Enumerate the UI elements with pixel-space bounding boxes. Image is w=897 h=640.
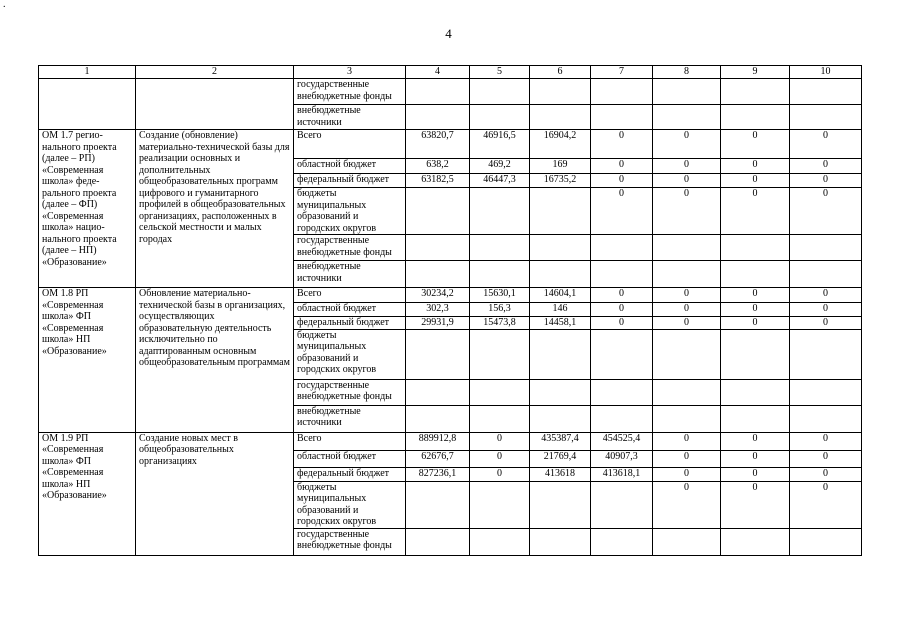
amount-cell: 0 — [591, 130, 653, 159]
amount-cell: 40907,3 — [591, 450, 653, 467]
funding-source-cell: областной бюджет — [294, 159, 406, 174]
funding-source-cell: Всего — [294, 432, 406, 450]
description-cell: Создание (обновление) материально-технической базы для реализации основных и дополнительных общеобразовательных программ цифрового и гуманитарного профилей в общеобразовательных организациях, расположенных в сельской местности и малых городах — [136, 130, 294, 288]
amount-cell — [721, 261, 790, 288]
amount-cell — [530, 329, 591, 379]
amount-cell — [470, 481, 530, 528]
amount-cell — [721, 405, 790, 432]
funding-source-cell: бюджеты муниципальных образований и городских округов — [294, 329, 406, 379]
amount-cell — [530, 188, 591, 235]
funding-source-cell: внебюджетные источники — [294, 405, 406, 432]
amount-cell: 16735,2 — [530, 174, 591, 188]
amount-cell: 413618,1 — [591, 467, 653, 481]
amount-cell: 0 — [721, 174, 790, 188]
amount-cell: 0 — [721, 450, 790, 467]
amount-cell: 156,3 — [470, 303, 530, 317]
amount-cell: 0 — [790, 317, 862, 330]
funding-source-cell: государственные внебюджетные фонды — [294, 79, 406, 105]
amount-cell: 0 — [653, 188, 721, 235]
amount-cell: 413618 — [530, 467, 591, 481]
funding-source-cell: областной бюджет — [294, 303, 406, 317]
amount-cell — [530, 379, 591, 405]
measure-cell: ОМ 1.7 регио-нального проекта (далее – РП) «Современная школа» феде-рального проекта (далее – ФП) «Современная школа» нацио-нального проекта (далее – НП) «Образование» — [39, 130, 136, 288]
header-cell: 2 — [136, 66, 294, 79]
amount-cell — [721, 379, 790, 405]
amount-cell: 0 — [790, 450, 862, 467]
amount-cell: 0 — [653, 159, 721, 174]
amount-cell — [653, 105, 721, 130]
funding-source-cell: государственные внебюджетные фонды — [294, 528, 406, 555]
amount-cell — [530, 235, 591, 261]
amount-cell: 0 — [653, 432, 721, 450]
amount-cell — [591, 528, 653, 555]
amount-cell — [653, 379, 721, 405]
funding-source-cell: бюджеты муниципальных образований и городских округов — [294, 188, 406, 235]
amount-cell: 0 — [591, 317, 653, 330]
amount-cell: 0 — [790, 174, 862, 188]
amount-cell: 63820,7 — [406, 130, 470, 159]
amount-cell: 0 — [653, 174, 721, 188]
amount-cell — [470, 528, 530, 555]
amount-cell: 30234,2 — [406, 288, 470, 303]
amount-cell: 46916,5 — [470, 130, 530, 159]
amount-cell: 302,3 — [406, 303, 470, 317]
amount-cell — [591, 329, 653, 379]
amount-cell: 0 — [653, 317, 721, 330]
description-cell: Создание новых мест в общеобразовательных организациях — [136, 432, 294, 555]
amount-cell — [721, 528, 790, 555]
amount-cell: 0 — [470, 467, 530, 481]
amount-cell — [406, 105, 470, 130]
amount-cell — [591, 481, 653, 528]
amount-cell: 435387,4 — [530, 432, 591, 450]
funding-source-cell: Всего — [294, 130, 406, 159]
header-cell: 8 — [653, 66, 721, 79]
amount-cell — [790, 379, 862, 405]
amount-cell: 146 — [530, 303, 591, 317]
amount-cell — [406, 188, 470, 235]
amount-cell: 0 — [470, 432, 530, 450]
amount-cell — [790, 528, 862, 555]
amount-cell: 0 — [790, 467, 862, 481]
amount-cell — [530, 79, 591, 105]
amount-cell — [721, 79, 790, 105]
header-cell: 4 — [406, 66, 470, 79]
description-cell — [136, 79, 294, 130]
measure-cell: ОМ 1.9 РП «Современная школа» ФП «Современная школа» НП «Образование» — [39, 432, 136, 555]
amount-cell — [721, 105, 790, 130]
corner-dot: . — [3, 0, 6, 10]
header-cell: 3 — [294, 66, 406, 79]
amount-cell: 0 — [721, 467, 790, 481]
funding-source-cell: бюджеты муниципальных образований и городских округов — [294, 481, 406, 528]
amount-cell: 14458,1 — [530, 317, 591, 330]
amount-cell: 0 — [653, 467, 721, 481]
amount-cell: 0 — [721, 288, 790, 303]
amount-cell — [406, 481, 470, 528]
amount-cell — [653, 79, 721, 105]
amount-cell: 0 — [591, 188, 653, 235]
amount-cell: 0 — [653, 288, 721, 303]
amount-cell — [470, 379, 530, 405]
amount-cell — [470, 329, 530, 379]
amount-cell — [530, 481, 591, 528]
description-cell: Обновление материально-технической базы в организациях, осуществляющих образовательную деятельность исключительно по адаптированным основным общеобразовательным программам — [136, 288, 294, 433]
amount-cell — [721, 329, 790, 379]
amount-cell — [406, 79, 470, 105]
amount-cell — [790, 329, 862, 379]
amount-cell: 21769,4 — [530, 450, 591, 467]
amount-cell — [591, 105, 653, 130]
amount-cell — [470, 261, 530, 288]
amount-cell: 638,2 — [406, 159, 470, 174]
amount-cell: 0 — [721, 432, 790, 450]
funding-source-cell: федеральный бюджет — [294, 174, 406, 188]
amount-cell — [470, 79, 530, 105]
amount-cell: 0 — [790, 432, 862, 450]
amount-cell — [470, 235, 530, 261]
amount-cell: 827236,1 — [406, 467, 470, 481]
amount-cell — [790, 405, 862, 432]
amount-cell — [591, 235, 653, 261]
funding-source-cell: федеральный бюджет — [294, 317, 406, 330]
amount-cell — [530, 105, 591, 130]
amount-cell: 63182,5 — [406, 174, 470, 188]
amount-cell: 62676,7 — [406, 450, 470, 467]
header-cell: 10 — [790, 66, 862, 79]
amount-cell: 0 — [721, 130, 790, 159]
amount-cell: 0 — [591, 288, 653, 303]
header-cell: 7 — [591, 66, 653, 79]
funding-source-cell: государственные внебюджетные фонды — [294, 379, 406, 405]
amount-cell: 15630,1 — [470, 288, 530, 303]
amount-cell: 0 — [721, 481, 790, 528]
amount-cell: 0 — [470, 450, 530, 467]
amount-cell — [530, 405, 591, 432]
header-cell: 6 — [530, 66, 591, 79]
amount-cell — [653, 405, 721, 432]
amount-cell — [790, 261, 862, 288]
amount-cell: 0 — [790, 130, 862, 159]
table-row — [39, 432, 862, 450]
table-row — [39, 130, 862, 159]
amount-cell — [470, 105, 530, 130]
amount-cell: 889912,8 — [406, 432, 470, 450]
amount-cell — [406, 405, 470, 432]
amount-cell: 0 — [721, 303, 790, 317]
amount-cell — [406, 235, 470, 261]
amount-cell: 169 — [530, 159, 591, 174]
amount-cell: 0 — [790, 159, 862, 174]
amount-cell: 0 — [591, 303, 653, 317]
amount-cell: 0 — [721, 317, 790, 330]
funding-source-cell: государственные внебюджетные фонды — [294, 235, 406, 261]
header-cell: 5 — [470, 66, 530, 79]
amount-cell — [470, 405, 530, 432]
amount-cell: 0 — [790, 288, 862, 303]
amount-cell — [591, 261, 653, 288]
amount-cell: 454525,4 — [591, 432, 653, 450]
amount-cell: 16904,2 — [530, 130, 591, 159]
amount-cell — [653, 261, 721, 288]
amount-cell: 0 — [591, 174, 653, 188]
amount-cell: 469,2 — [470, 159, 530, 174]
amount-cell: 0 — [790, 188, 862, 235]
amount-cell — [653, 235, 721, 261]
amount-cell: 0 — [790, 303, 862, 317]
amount-cell — [470, 188, 530, 235]
amount-cell: 0 — [721, 188, 790, 235]
amount-cell — [591, 79, 653, 105]
amount-cell — [406, 329, 470, 379]
funding-source-cell: федеральный бюджет — [294, 467, 406, 481]
amount-cell: 15473,8 — [470, 317, 530, 330]
amount-cell: 0 — [653, 303, 721, 317]
funding-source-cell: Всего — [294, 288, 406, 303]
header-cell: 9 — [721, 66, 790, 79]
amount-cell — [653, 329, 721, 379]
funding-source-cell: областной бюджет — [294, 450, 406, 467]
amount-cell: 0 — [653, 481, 721, 528]
amount-cell — [406, 379, 470, 405]
header-cell: 1 — [39, 66, 136, 79]
amount-cell — [790, 105, 862, 130]
amount-cell — [406, 261, 470, 288]
amount-cell — [721, 235, 790, 261]
amount-cell — [530, 528, 591, 555]
amount-cell: 14604,1 — [530, 288, 591, 303]
table-row — [39, 79, 862, 105]
amount-cell — [591, 405, 653, 432]
amount-cell — [653, 528, 721, 555]
amount-cell: 0 — [653, 450, 721, 467]
amount-cell — [790, 79, 862, 105]
funding-source-cell: внебюджетные источники — [294, 105, 406, 130]
amount-cell — [406, 528, 470, 555]
measure-cell — [39, 79, 136, 130]
amount-cell: 29931,9 — [406, 317, 470, 330]
page-number: 4 — [445, 26, 452, 41]
funding-source-cell: внебюджетные источники — [294, 261, 406, 288]
measure-cell: ОМ 1.8 РП «Современная школа» ФП «Современная школа» НП «Образование» — [39, 288, 136, 433]
header-row — [39, 66, 862, 79]
amount-cell: 0 — [591, 159, 653, 174]
amount-cell: 0 — [790, 481, 862, 528]
amount-cell — [790, 235, 862, 261]
table-row — [39, 288, 862, 303]
budget-table — [38, 65, 862, 556]
amount-cell: 0 — [653, 130, 721, 159]
amount-cell: 46447,3 — [470, 174, 530, 188]
amount-cell: 0 — [721, 159, 790, 174]
amount-cell — [591, 379, 653, 405]
amount-cell — [530, 261, 591, 288]
